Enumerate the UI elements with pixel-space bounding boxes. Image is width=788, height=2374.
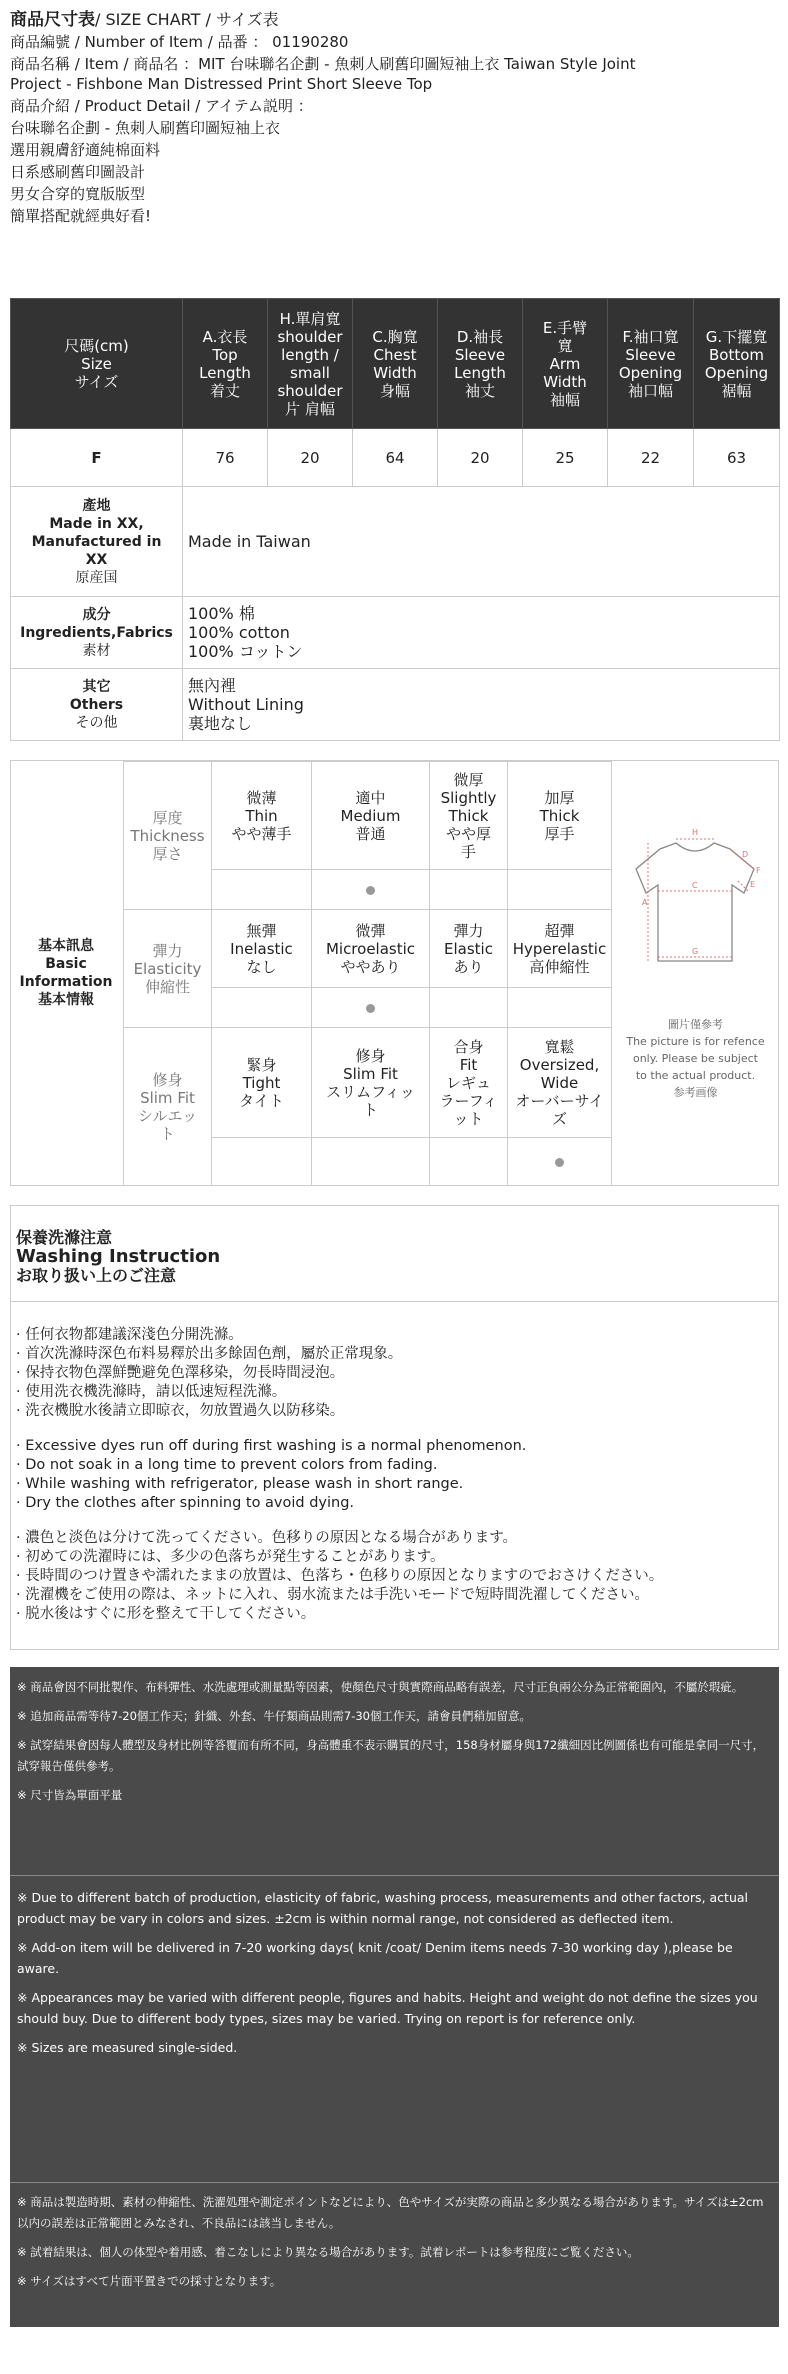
fit-slim: 修身 Slim Fit スリムフィッ ト [312, 1028, 430, 1138]
notice-en: ※ Due to different batch of production, elasticity of fabric, washing process, measurements and other factors, actual product may be vary in colors and sizes. ±2cm is within normal range, not considered as deflected item. ※ Add-on item will be delivered in 7-20 working days( knit /coat/ Denim items needs 7-30 working day ),please be aware. ※ Appearances may be varied with different people, figures and habits. Height and weight do not define the sizes you should buy. Due to different body types, sizes may be varied. Trying on report is for reference only. ※ Sizes are measured single-sided. [17, 1890, 758, 2055]
svg-text:A: A [642, 898, 648, 907]
elasticity-hyperelastic: 超彈 Hyperelastic 高伸縮性 [508, 910, 612, 988]
tshirt-outline-icon [636, 843, 754, 961]
thickness-medium: 適中 Medium 普通 [312, 762, 430, 870]
notice-ja: ※ 商品は製造時期、素材の伸縮性、洗濯処理や測定ポイントなどにより、色やサイズが実際の商品と多少異なる場合があります。サイズは±2cm以内の誤差は正常範囲とみなされ、不良品には該当しません。 ※ 試着結果は、個人の体型や着用感、着こなしにより異なる場合があります。試着レポートは参考程度にご覧ください。 ※ サイズはすべて片面平置きでの採寸となります。 [17, 2195, 764, 2288]
fit-tight: 緊身 Tight タイト [212, 1028, 312, 1138]
size-table-header-row [11, 299, 780, 429]
washing-zh: · 任何衣物都建議深淺色分開洗滌。 · 首次洗滌時深色布料易釋於出多餘固色劑，屬於正常現象。 · 保持衣物色澤鮮艷避免色澤移染，勿長時間浸泡。 · 使用洗衣機洗滌時，請以低速短程洗滌。 · 洗衣機脫水後請立即晾衣，勿放置過久以防移染。 [16, 1327, 403, 1419]
product-detail-label: 商品介紹 / Product Detail / アイテム説明 ： [10, 97, 313, 115]
header-chest-width: C.胸寬 Chest Width 身幅 [353, 299, 438, 429]
elasticity-head: 彈力 Elasticity 伸縮性 [124, 910, 212, 1028]
elasticity-indicator [312, 988, 430, 1028]
elasticity-microelastic: 微彈 Microelastic ややあり [312, 910, 430, 988]
size-chart-title: 商品尺寸表/ SIZE CHART / サイズ表 [10, 10, 279, 30]
svg-text:E: E [750, 880, 756, 889]
header-sleeve-opening: F.袖口寬 Sleeve Opening 袖口幅 [608, 299, 694, 429]
ingredients-value: 100% 棉 100% cotton 100% コットン [183, 597, 780, 669]
header-arm-width: E.手臂 寬 Arm Width 袖幅 [523, 299, 608, 429]
sleeve-length-value: 20 [438, 429, 523, 487]
svg-text:D: D [742, 850, 749, 859]
detail-line: 簡單搭配就經典好看! [10, 207, 152, 225]
elasticity-indicator [508, 988, 612, 1028]
item-number: 商品編號 / Number of Item / 品番 ： 01190280 [10, 33, 349, 51]
basic-information-section [10, 760, 779, 1186]
washing-en: · Excessive dyes run off during first washing is a normal phenomenon. · Do not soak in a long time to prevent colors from fading. · While washing with refrigerator, please wash in short range. · Dry the clothes after spinning to avoid dying. [16, 1438, 527, 1511]
others-label: 其它 Others その他 [11, 669, 183, 741]
others-row [11, 669, 780, 741]
detail-line: 日系感刷舊印圖設計 [10, 163, 146, 181]
size-label: F [11, 429, 183, 487]
item-name-line2: Project - Fishbone Man Distressed Print Short Sleeve Top [10, 75, 433, 93]
shoulder-value: 20 [268, 429, 353, 487]
thickness-indicator [212, 870, 312, 910]
header-sleeve-length: D.袖長 Sleeve Length 袖丈 [438, 299, 523, 429]
ingredients-label: 成分 Ingredients,Fabrics 素材 [11, 597, 183, 669]
fit-head: 修身 Slim Fit シルエッ ト [124, 1028, 212, 1186]
top-length-value: 76 [183, 429, 268, 487]
notice-zh: ※ 商品會因不同批製作、布料彈性、水洗處理或測量點等因素，使顏色尺寸與實際商品略有誤差，尺寸正負兩公分為正常範圍內，不屬於瑕疵。 ※ 追加商品需等待7-20個工作天；針織、外套、牛仔類商品則需7-30個工作天，請會員們稍加留意。 ※ 試穿結果會因每人體型及身材比例等答覆而有所不同，身高體重不表示購買的尺寸，158身材屬身與172纖細因比例圖係也有可能是拿同一尺寸，試穿報告僅供參考。 ※ 尺寸皆為單面平量 [17, 1680, 765, 1802]
washing-divider [11, 1301, 778, 1302]
thickness-indicator [312, 870, 430, 910]
measure-lines-icon [648, 839, 754, 961]
thickness-indicator [430, 870, 508, 910]
thickness-slightly-thick: 微厚 Slightly Thick やや厚 手 [430, 762, 508, 870]
fit-indicator [212, 1138, 312, 1186]
product-detail-list [10, 118, 780, 226]
product-header [10, 10, 780, 228]
fit-indicator [508, 1138, 612, 1186]
elasticity-indicator [212, 988, 312, 1028]
detail-line: 男女合穿的寬版版型 [10, 185, 146, 203]
svg-text:H: H [692, 828, 699, 837]
detail-line: 選用親膚舒適純棉面料 [10, 141, 161, 159]
selected-dot-icon [555, 1158, 564, 1167]
elasticity-elastic: 彈力 Elastic あり [430, 910, 508, 988]
chest-width-value: 64 [353, 429, 438, 487]
notice-divider [10, 1875, 779, 1876]
bottom-opening-value: 63 [694, 429, 780, 487]
selected-dot-icon [366, 886, 375, 895]
washing-instruction-section [10, 1205, 779, 1650]
washing-title: 保養洗滌注意 Washing Instruction お取り扱い上のご注意 [16, 1228, 221, 1285]
basic-information-label: 基本訊息 Basic Information 基本情報 [19, 938, 113, 1008]
elasticity-options-row [124, 910, 612, 988]
fit-oversized: 寬鬆 Oversized, Wide オーバーサイ ズ [508, 1028, 612, 1138]
selected-dot-icon [366, 1004, 375, 1013]
washing-ja: · 濃色と淡色は分けて洗ってください。色移りの原因となる場合があります。 · 初めての洗濯時には、多少の色落ちが発生することがあります。 · 長時間のつけ置きや濡れたままの放置は、色落ち・色移りの原因となりますのでおさけください。 · 洗濯機をご使用の際は、ネットに入れ、弱水流または手洗いモードで短時間洗濯してください。 · 脱水後はすぐに形を整えて干してください。 [16, 1530, 664, 1622]
elasticity-inelastic: 無彈 Inelastic なし [212, 910, 312, 988]
origin-value: Made in Taiwan [183, 487, 780, 597]
origin-row [11, 487, 780, 597]
others-value: 無內裡 Without Lining 裏地なし [183, 669, 780, 741]
fit-regular: 合身 Fit レギュ ラーフィ ット [430, 1028, 508, 1138]
svg-text:F: F [756, 866, 761, 875]
garment-diagram-panel [611, 761, 779, 1185]
thickness-options-row [124, 762, 612, 870]
fit-indicator [430, 1138, 508, 1186]
arm-width-value: 25 [523, 429, 608, 487]
elasticity-indicator [430, 988, 508, 1028]
fit-options-row [124, 1028, 612, 1138]
picture-caption: 圖片僅參考 The picture is for refence only. Please be subject to the actual product. 参考画像 [626, 1018, 765, 1099]
attribute-grid [123, 761, 612, 1186]
size-row-f [11, 429, 780, 487]
header-bottom-opening: G.下擺寬 Bottom Opening 裾幅 [694, 299, 780, 429]
thickness-thick: 加厚 Thick 厚手 [508, 762, 612, 870]
washing-body [16, 1326, 776, 1640]
svg-text:C: C [692, 881, 698, 890]
detail-line: 台味聯名企劃 - 魚刺人刷舊印圖短袖上衣 [10, 119, 280, 137]
sleeve-opening-value: 22 [608, 429, 694, 487]
svg-text:G: G [692, 947, 699, 956]
thickness-indicator [508, 870, 612, 910]
header-top-length: A.衣長 Top Length 着丈 [183, 299, 268, 429]
origin-label: 產地 Made in XX, Manufactured in XX 原産国 [11, 487, 183, 597]
header-size: 尺碼(cm) Size サイズ [11, 299, 183, 429]
item-name-line1: 商品名稱 / Item / 商品名 ：MIT 台味聯名企劃 - 魚刺人刷舊印圖短袖上衣 Taiwan Style Joint [10, 55, 636, 73]
notice-divider [10, 2182, 779, 2183]
thickness-head: 厚度 Thickness 厚さ [124, 762, 212, 910]
size-table [10, 298, 780, 741]
header-shoulder-length: H.單肩寬 shoulder length / small shoulder 片 肩幅 [268, 299, 353, 429]
fit-indicator [312, 1138, 430, 1186]
ingredients-row [11, 597, 780, 669]
notice-panel [10, 1667, 779, 2327]
thickness-thin: 微薄 Thin やや薄手 [212, 762, 312, 870]
tshirt-measure-diagram [618, 821, 773, 986]
